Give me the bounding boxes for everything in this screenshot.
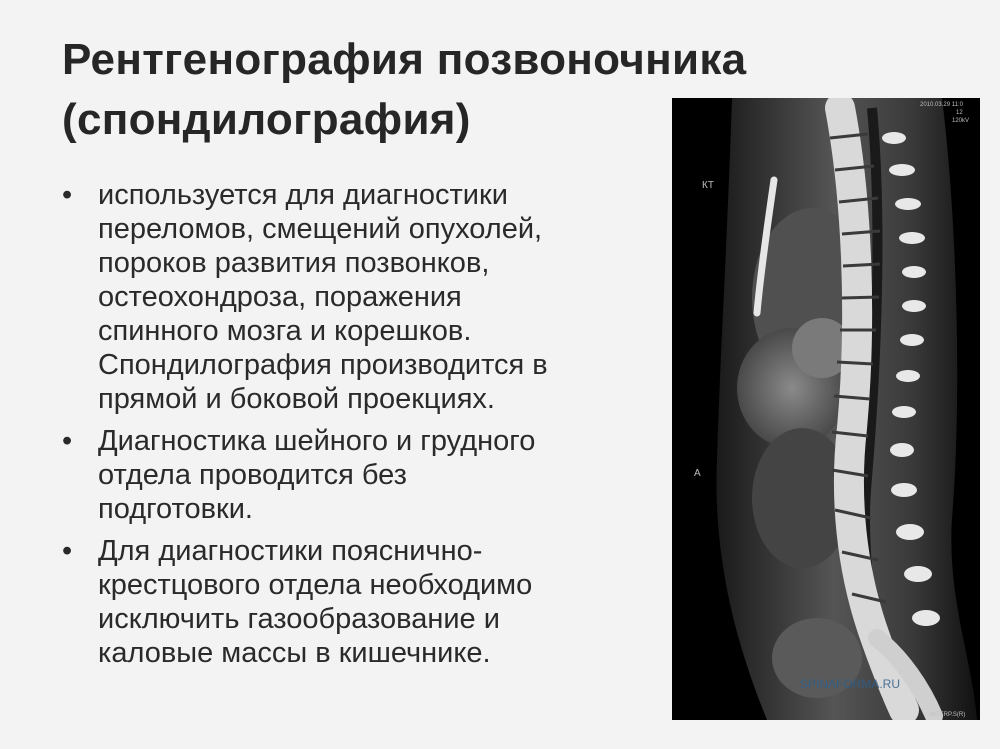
bullet-line: остеохондроза, поражения xyxy=(98,281,462,313)
label-kt: КТ xyxy=(702,180,714,191)
bullet-dot: • xyxy=(62,535,73,567)
bullet-item xyxy=(62,534,637,670)
bullet-line: спинного мозга и корешков. xyxy=(98,315,472,347)
date-text: 2010.03.29 11:0 xyxy=(920,102,963,108)
bullet-line: используется для диагностики xyxy=(98,179,508,211)
bullet-line: исключить газообразование и xyxy=(98,603,500,635)
title-line-2: (спондилография) xyxy=(62,95,471,144)
bullet-line: отдела проводится без xyxy=(98,459,407,491)
bullet-item xyxy=(62,178,637,416)
bullet-dot: • xyxy=(62,425,73,457)
bullet-dot: • xyxy=(62,179,73,211)
bullet-line: Диагностика шейного и грудного xyxy=(98,425,536,457)
bullet-item xyxy=(62,424,637,526)
title-line-1: Рентгенография позвоночника xyxy=(62,35,747,84)
bottom-right-text: INTERP.S(R) xyxy=(930,712,966,718)
bullet-list xyxy=(62,178,637,678)
spine-ct-drawing xyxy=(672,98,980,720)
bullet-line: крестцового отдела необходимо xyxy=(98,569,533,601)
side-text-1: 12 xyxy=(956,110,963,116)
label-a: A xyxy=(694,468,701,479)
bullet-line: пороков развития позвонков, xyxy=(98,247,490,279)
bullet-line: Для диагностики пояснично- xyxy=(98,535,483,567)
bullet-line: подготовки. xyxy=(98,493,253,525)
spine-ct-image xyxy=(672,98,980,720)
side-text-2: 120kV xyxy=(952,118,970,124)
bullet-line: каловые массы в кишечнике. xyxy=(98,637,491,669)
bullet-line: Спондилография производится в xyxy=(98,349,548,381)
bullet-line: прямой и боковой проекциях. xyxy=(98,383,495,415)
watermark-text: SPINAFORMA.RU xyxy=(800,677,901,691)
bullet-line: переломов, смещений опухолей, xyxy=(98,213,543,245)
